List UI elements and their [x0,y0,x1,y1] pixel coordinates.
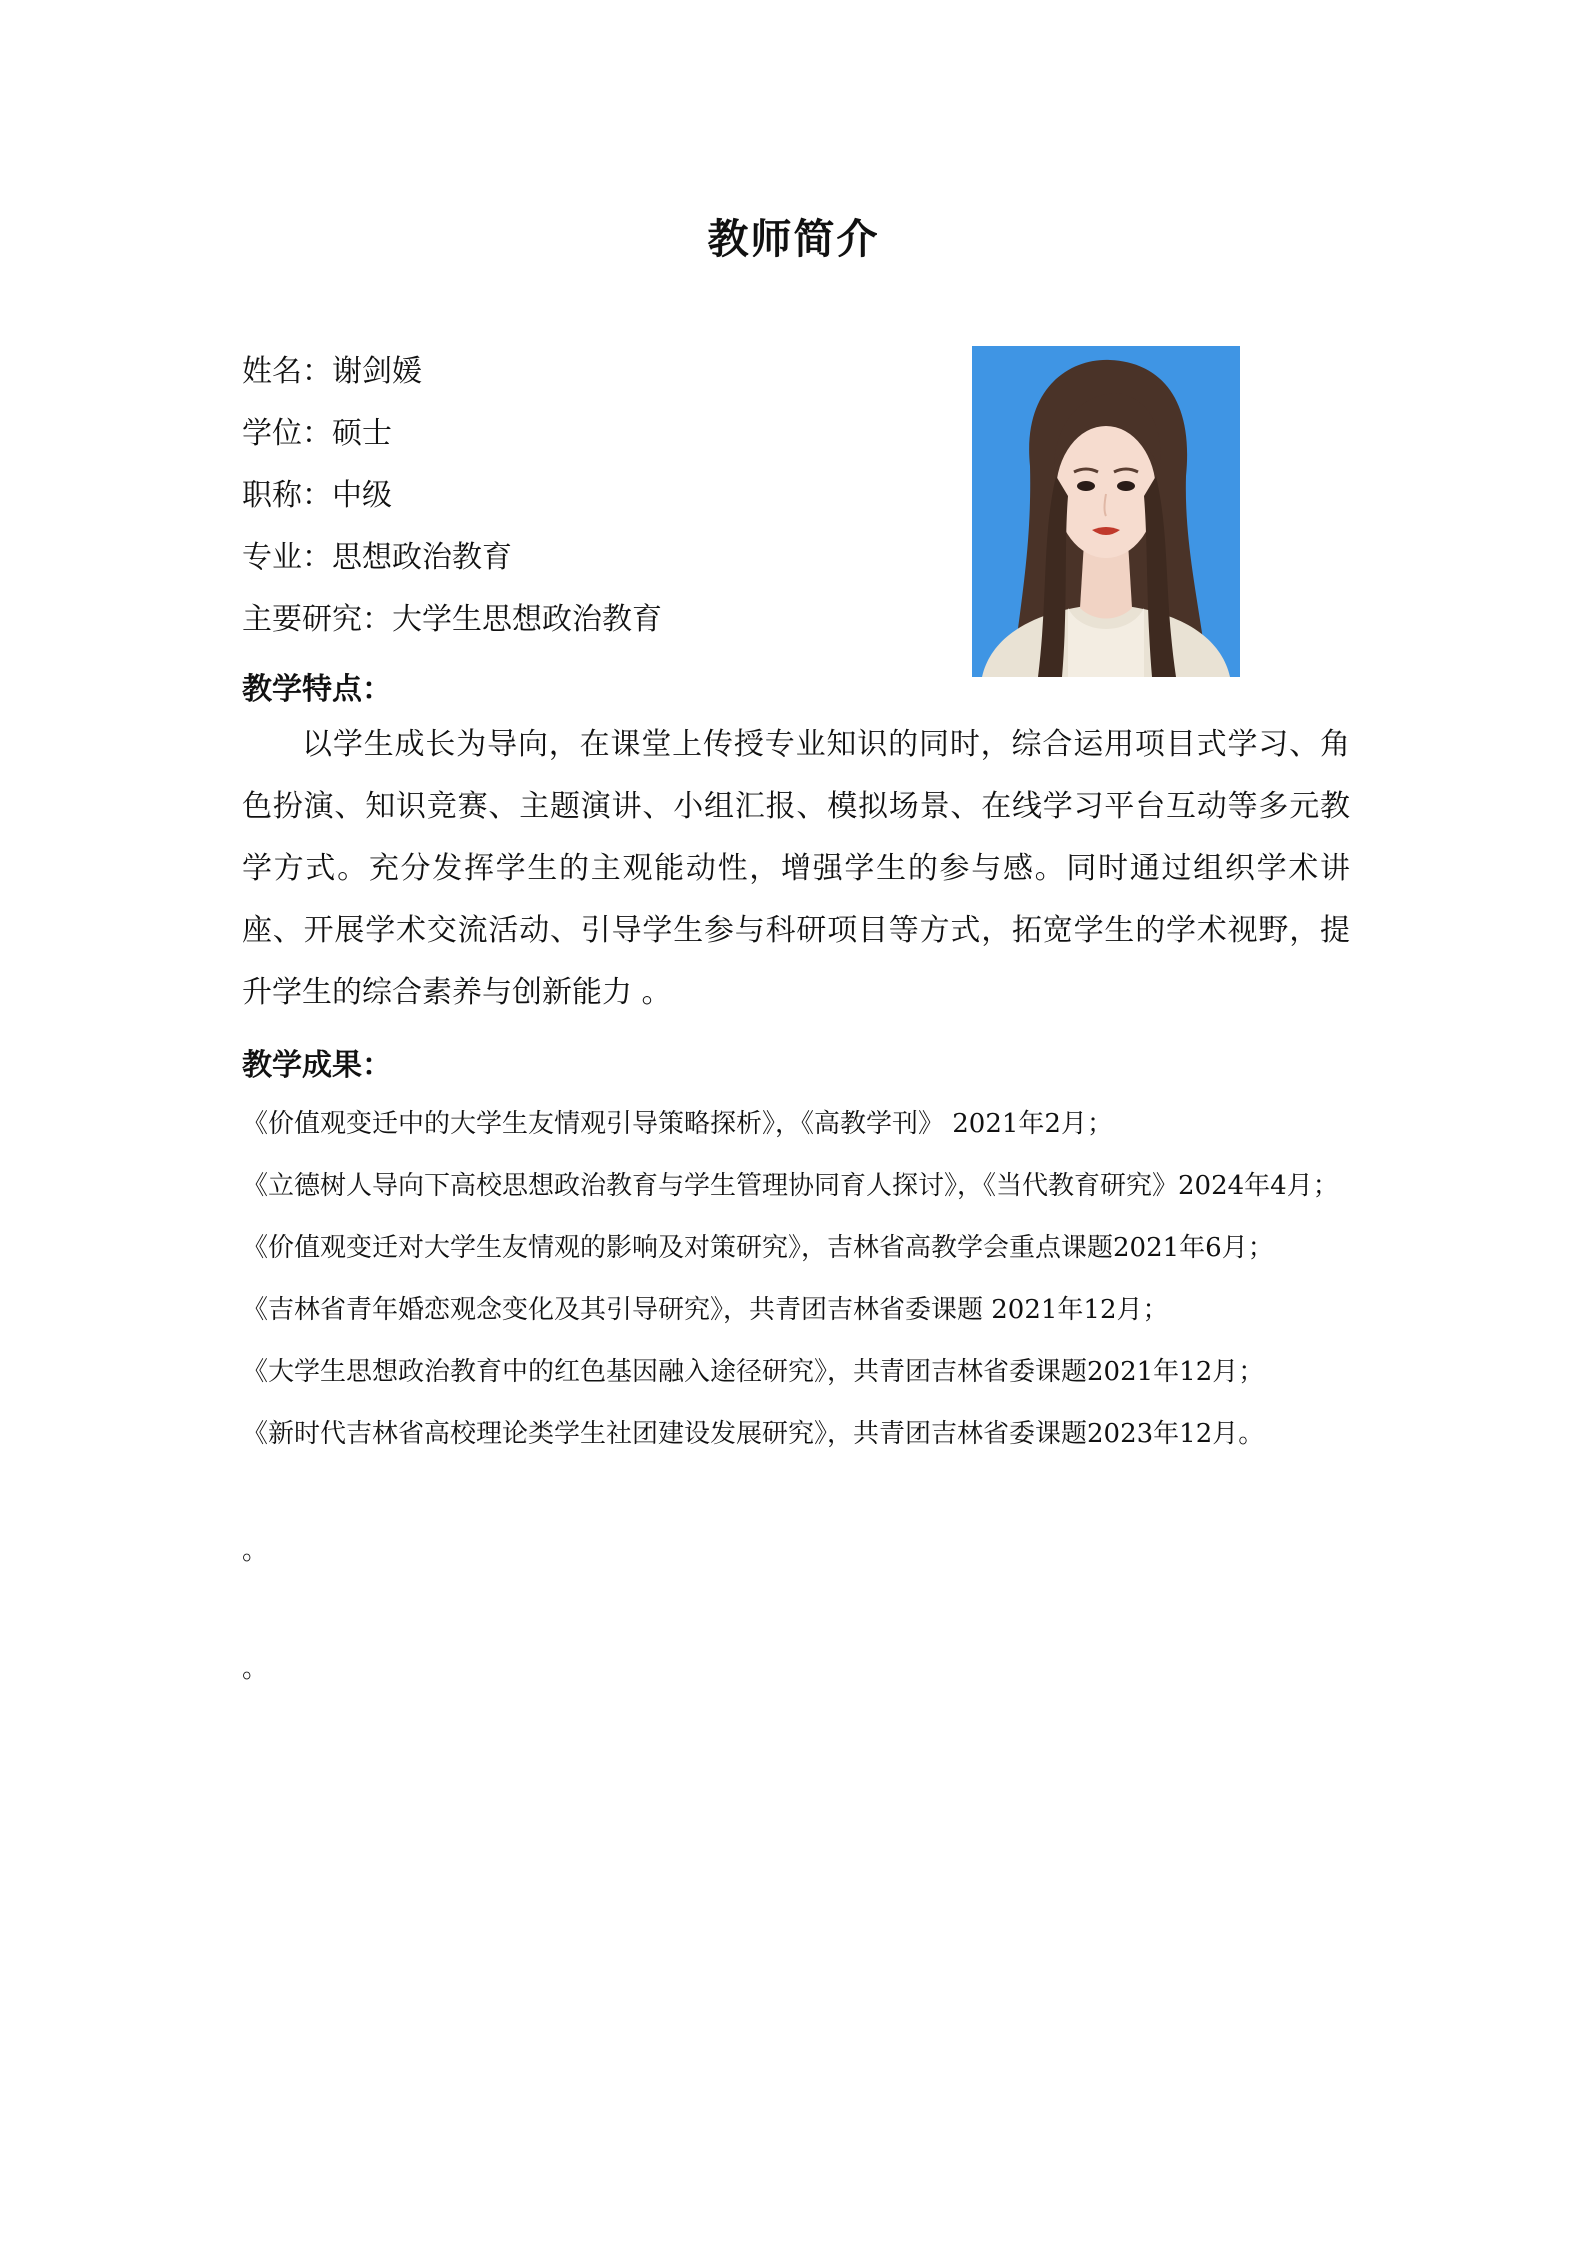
info-value: 大学生思想政治教育 [392,602,662,637]
list-item: 《立德树人导向下高校思想政治教育与学生管理协同育人探讨》，《当代教育研究》2024年4月； [242,1171,1339,1201]
info-label: 职称： [242,478,332,513]
info-label: 学位： [242,416,332,451]
list-item: 《价值观变迁中的大学生友情观引导策略探析》，《高教学刊》 2021年2月； [242,1109,1113,1139]
list-item: 《吉林省青年婚恋观念变化及其引导研究》，共青团吉林省委课题 2021年12月； [242,1295,1169,1325]
info-value: 谢剑媛 [332,354,422,389]
info-title [242,470,942,532]
list-item: 《新时代吉林省高校理论类学生社团建设发展研究》，共青团吉林省委课题2023年12月。 [242,1419,1265,1449]
trailing-mark: 。 [242,1654,269,1684]
info-research [242,594,942,656]
info-label: 姓名： [242,354,332,389]
achievements-heading: 教学成果： [242,1048,392,1083]
features-heading: 教学特点： [242,672,392,707]
info-label: 主要研究： [242,602,392,637]
info-value: 中级 [332,478,392,513]
info-value: 思想政治教育 [332,540,512,575]
profile-info [242,346,942,656]
info-value: 硕士 [332,416,392,451]
portrait-photo [972,346,1240,677]
info-name [242,346,942,408]
info-label: 专业： [242,540,332,575]
info-major [242,532,942,594]
achievements-list [242,1093,1350,1465]
page-title: 教师简介 [707,215,880,263]
list-item: 《大学生思想政治教育中的红色基因融入途径研究》，共青团吉林省委课题2021年12月； [242,1357,1265,1387]
features-paragraph: 以学生成长为导向，在课堂上传授专业知识的同时，综合运用项目式学习、角色扮演、知识竞赛、主题演讲、小组汇报、模拟场景、在线学习平台互动等多元教学方式。充分发挥学生的主观能动性，增强学生的参与感。同时通过组织学术讲座、开展学术交流活动、引导学生参与科研项目等方式，拓宽学生的学术视野，提升学生的综合素养与创新能力 。 [242,727,1350,1010]
portrait-illustration [972,346,1240,677]
trailing-mark: 。 [242,1536,269,1566]
list-item: 《价值观变迁对大学生友情观的影响及对策研究》，吉林省高教学会重点课题2021年6月； [242,1233,1274,1263]
info-degree [242,408,942,470]
